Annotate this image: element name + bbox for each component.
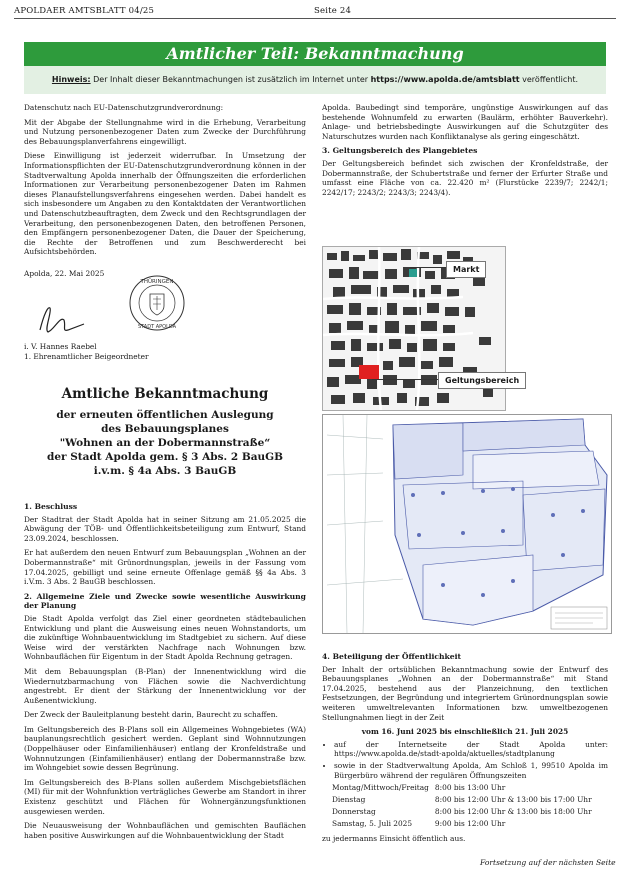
announcement-line: i.v.m. § 4a Abs. 3 BauGB bbox=[93, 465, 237, 477]
seal-bottom-text: STADT APOLDA bbox=[137, 324, 177, 330]
list-item: • sowie in der Stadtverwaltung Apolda, Am Schloß 1, 99510 Apolda im Bürgerbüro während der regulären Öffnungszeiten bbox=[334, 761, 608, 780]
hint-link[interactable]: https://www.apolda.de/amtsblatt bbox=[370, 75, 520, 84]
hours-time: 8:00 bis 13:00 Uhr bbox=[434, 783, 506, 793]
paragraph: Mit dem Bebauungsplan (B-Plan) der Innenentwicklung wird die Wiedernutzbarmachung von Flächen sowie die Nachverdichtung angestrebt. Er dient der Stärkung der Innenentwicklung vor der Außenentwicklung. bbox=[24, 666, 306, 705]
location-list bbox=[322, 740, 608, 780]
section-heading: 1. Beschluss bbox=[24, 502, 78, 511]
hours-time: 9:00 bis 12:00 Uhr bbox=[434, 819, 506, 829]
site-plan bbox=[322, 414, 612, 634]
hours-time: 8:00 bis 12:00 Uhr & 13:00 bis 17:00 Uhr bbox=[434, 795, 592, 805]
paragraph: Mit der Abgabe der Stellungnahme wird in die Erhebung, Verarbeitung und Nutzung personenbezogener Daten zum Zwecke der Durchführung des Bebauungsplanverfahrens eingewilligt. bbox=[24, 117, 306, 146]
signatory-role: 1. Ehrenamtlicher Beigeordneter bbox=[24, 351, 149, 361]
publication-name: APOLDAER AMTSBLATT 04/25 bbox=[14, 6, 155, 16]
table-row bbox=[332, 806, 598, 818]
hours-day: Samstag, 5. Juli 2025 bbox=[332, 819, 413, 829]
table-row bbox=[332, 818, 598, 830]
map-label-geltungsbereich: Geltungsbereich bbox=[438, 372, 526, 389]
right-column-lower bbox=[322, 648, 608, 849]
paragraph: Die Stadt Apolda verfolgt das Ziel einer geordneten städtebaulichen Entwicklung und plant die Ausweisung eines neuen Wohnstandorts, um die zukünftige Wohnbauentwicklung im Stadtgebiet zu sichern. Auf diese Weise wird der verstärkten Nachfrage nach Wohnungen bzw. Wohnbauflächen für Eigentum in der Stadt Apolda Rechnung getragen. bbox=[24, 613, 306, 662]
paragraph: Der Stadtrat der Stadt Apolda hat in seiner Sitzung am 21.05.2025 die Abwägung der TÖB- und Öffentlichkeitsbeteiligung zum Entwurf, Stand 23.09.2024, beschlossen. bbox=[24, 514, 306, 543]
hint-label: Hinweis: bbox=[51, 75, 91, 84]
section-heading: 3. Geltungsbereich des Plangebietes bbox=[322, 146, 478, 156]
hours-time: 8:00 bis 12:00 Uhr & 13:00 bis 18:00 Uhr bbox=[434, 807, 592, 817]
market-marker bbox=[409, 269, 417, 277]
paragraph: Im Geltungsbereich des B-Plans sollen außerdem Mischgebietsflächen (MI) für mit der Wohnfunktion verträgliches Gewerbe am Standort in ihrer Existenz geschützt und Flächen für Wohnergänzungsfunktionen ausgewiesen werden. bbox=[24, 777, 306, 816]
hours-day: Montag/Mittwoch/Freitag bbox=[332, 783, 429, 793]
closing-line: zu jedermanns Einsicht öffentlich aus. bbox=[322, 834, 466, 844]
section-heading: 4. Beteiligung der Öffentlichkeit bbox=[322, 652, 462, 661]
hours-day: Dienstag bbox=[332, 795, 366, 805]
announcement-line: "Wohnen an der Dobermannstraße“ bbox=[59, 437, 271, 449]
signatory bbox=[24, 342, 224, 361]
signatory-name: i. V. Hannes Raebel bbox=[24, 342, 97, 351]
opening-hours-table bbox=[332, 782, 598, 830]
paragraph: Der Geltungsbereich befindet sich zwischen der Kronfeldstraße, der Dobermannstraße, der Schubertstraße und ferner der Erfurter Straße und umfasst eine Fläche von ca. 22.420 m² (Flurstücke 2239/7; 2242/1; 2242/17; 2243/2; 2243/3; 2243/4). bbox=[322, 158, 608, 197]
paragraph: Diese Einwilligung ist jederzeit widerrufbar. In Umsetzung der Informationspflichten der EU-Datenschutzgrundverordnung können in der Stadtverwaltung Apolda innerhalb der Öffnungszeiten die erforderlichen Informationen zur Verarbeitung personenbezogener Daten im Rahmen dieses Planaufstellungsverfahrens eingesehen werden. Dabei handelt es sich insbesondere um Angaben zu den Kontaktdaten der Verantwortlichen und Datenschutzbeauftragten, dem Zweck und den Rechtsgrundlagen der Verarbeitung, den personenbezogenen Daten, den betroffenen Personen, den Empfängern personenbezogener Daten, die Dauer der Speicherung, die Rechte der Betroffenen und zum Beschwerderecht bei Aufsichtsbehörden. bbox=[24, 151, 306, 257]
city-seal bbox=[128, 274, 186, 332]
paragraph: Er hat außerdem den neuen Entwurf zum Bebauungsplan „Wohnen an der Dobermannstraße“ mit Grünordnungsplan, jeweils in der Fassung vom 17.04.2025, gebilligt und seine erneute Offenlage gemäß §§ 4a Abs. 3 i.V.m. 3 Abs. 2 BauGB beschlossen. bbox=[24, 548, 306, 587]
section-banner: Amtlicher Teil: Bekanntmachung bbox=[24, 42, 606, 66]
hint-text: Der Inhalt dieser Bekanntmachungen ist zusätzlich im Internet unter bbox=[90, 75, 371, 84]
left-column-upper bbox=[24, 103, 306, 284]
hint-suffix: veröffentlicht. bbox=[519, 75, 579, 84]
page-number: Seite 24 bbox=[314, 6, 352, 16]
paragraph: Die Neuausweisung der Wohnbauflächen und gemischten Bauflächen haben positive Auswirkungen auf die Wohnbauentwicklung der Stadt bbox=[24, 821, 306, 840]
site-marker bbox=[359, 365, 379, 379]
hint-box bbox=[24, 66, 606, 94]
paragraph: Der Zweck der Bauleitplanung besteht darin, Baurecht zu schaffen. bbox=[24, 710, 278, 720]
right-column-upper bbox=[322, 103, 608, 202]
signature bbox=[34, 300, 94, 340]
left-column-lower bbox=[24, 498, 306, 845]
paragraph: Apolda. Baubedingt sind temporäre, ungünstige Auswirkungen auf das bestehende Wohnumfeld zu erwarten (Baulärm, erhöhter Bauverkehr). Anlage- und betriebsbedingte Auswirkungen auf die Schutzgüter des Naturschutzes wurden nach Konfliktanalyse als gering eingeschätzt. bbox=[322, 103, 608, 141]
date-line: Apolda, 22. Mai 2025 bbox=[24, 268, 105, 278]
announcement-title-block bbox=[24, 386, 306, 478]
paragraph: Im Geltungsbereich des B-Plans soll ein Allgemeines Wohngebietes (WA) bauplanungsrechtlich gesichert werden. Geplant sind Wohnnutzungen (Doppelhäuser oder Einfamilienhäuser) entlang der Kronfeldstraße und Wohnnutzungen (Einfamilienhäuser) entlang der Dobermannstraße bzw. im Wohngebiet sowie dessen Begrünung. bbox=[24, 724, 306, 773]
site-plan-graphic bbox=[323, 415, 611, 633]
announcement-title: Amtliche Bekanntmachung bbox=[61, 386, 269, 402]
paragraph: Der Inhalt der ortsüblichen Bekanntmachung sowie der Entwurf des Bebauungsplanes „Wohnen an der Dobermannstraße“ mit Stand 17.04.2025, bestehend aus der Planzeichnung, den textlichen Festsetzungen, der Begründung und integriertem Grünordnungsplan sowie weiteren umweltrelevanten Informationen bzw. umweltbezogenen Stellungnahmen liegt in der Zeit bbox=[322, 664, 608, 722]
list-item: • auf der Internetseite der Stadt Apolda unter: https://www.apolda.de/stadt-apolda/aktuelles/stadtplanung bbox=[334, 740, 608, 759]
announcement-line: der Stadt Apolda gem. § 3 Abs. 2 BauGB bbox=[47, 451, 283, 463]
seal-top-text: THÜRINGEN bbox=[140, 279, 174, 285]
continued-note: Fortsetzung auf der nächsten Seite bbox=[480, 858, 616, 867]
geltung-pointer bbox=[372, 379, 438, 380]
map-label-markt: Markt bbox=[446, 261, 486, 278]
hours-day: Donnerstag bbox=[332, 807, 376, 817]
announcement-line: des Bebauungsplanes bbox=[101, 423, 229, 435]
table-row bbox=[332, 782, 598, 794]
table-row bbox=[332, 794, 598, 806]
section-heading: 2. Allgemeine Ziele und Zwecke sowie wesentliche Auswirkung der Planung bbox=[24, 591, 306, 611]
paragraph: Datenschutz nach EU-Datenschutzgrundverordnung: bbox=[24, 103, 224, 112]
display-period: vom 16. Juni 2025 bis einschließlich 21. Juli 2025 bbox=[361, 727, 569, 737]
announcement-line: der erneuten öffentlichen Auslegung bbox=[56, 409, 274, 421]
header-divider bbox=[14, 18, 616, 19]
